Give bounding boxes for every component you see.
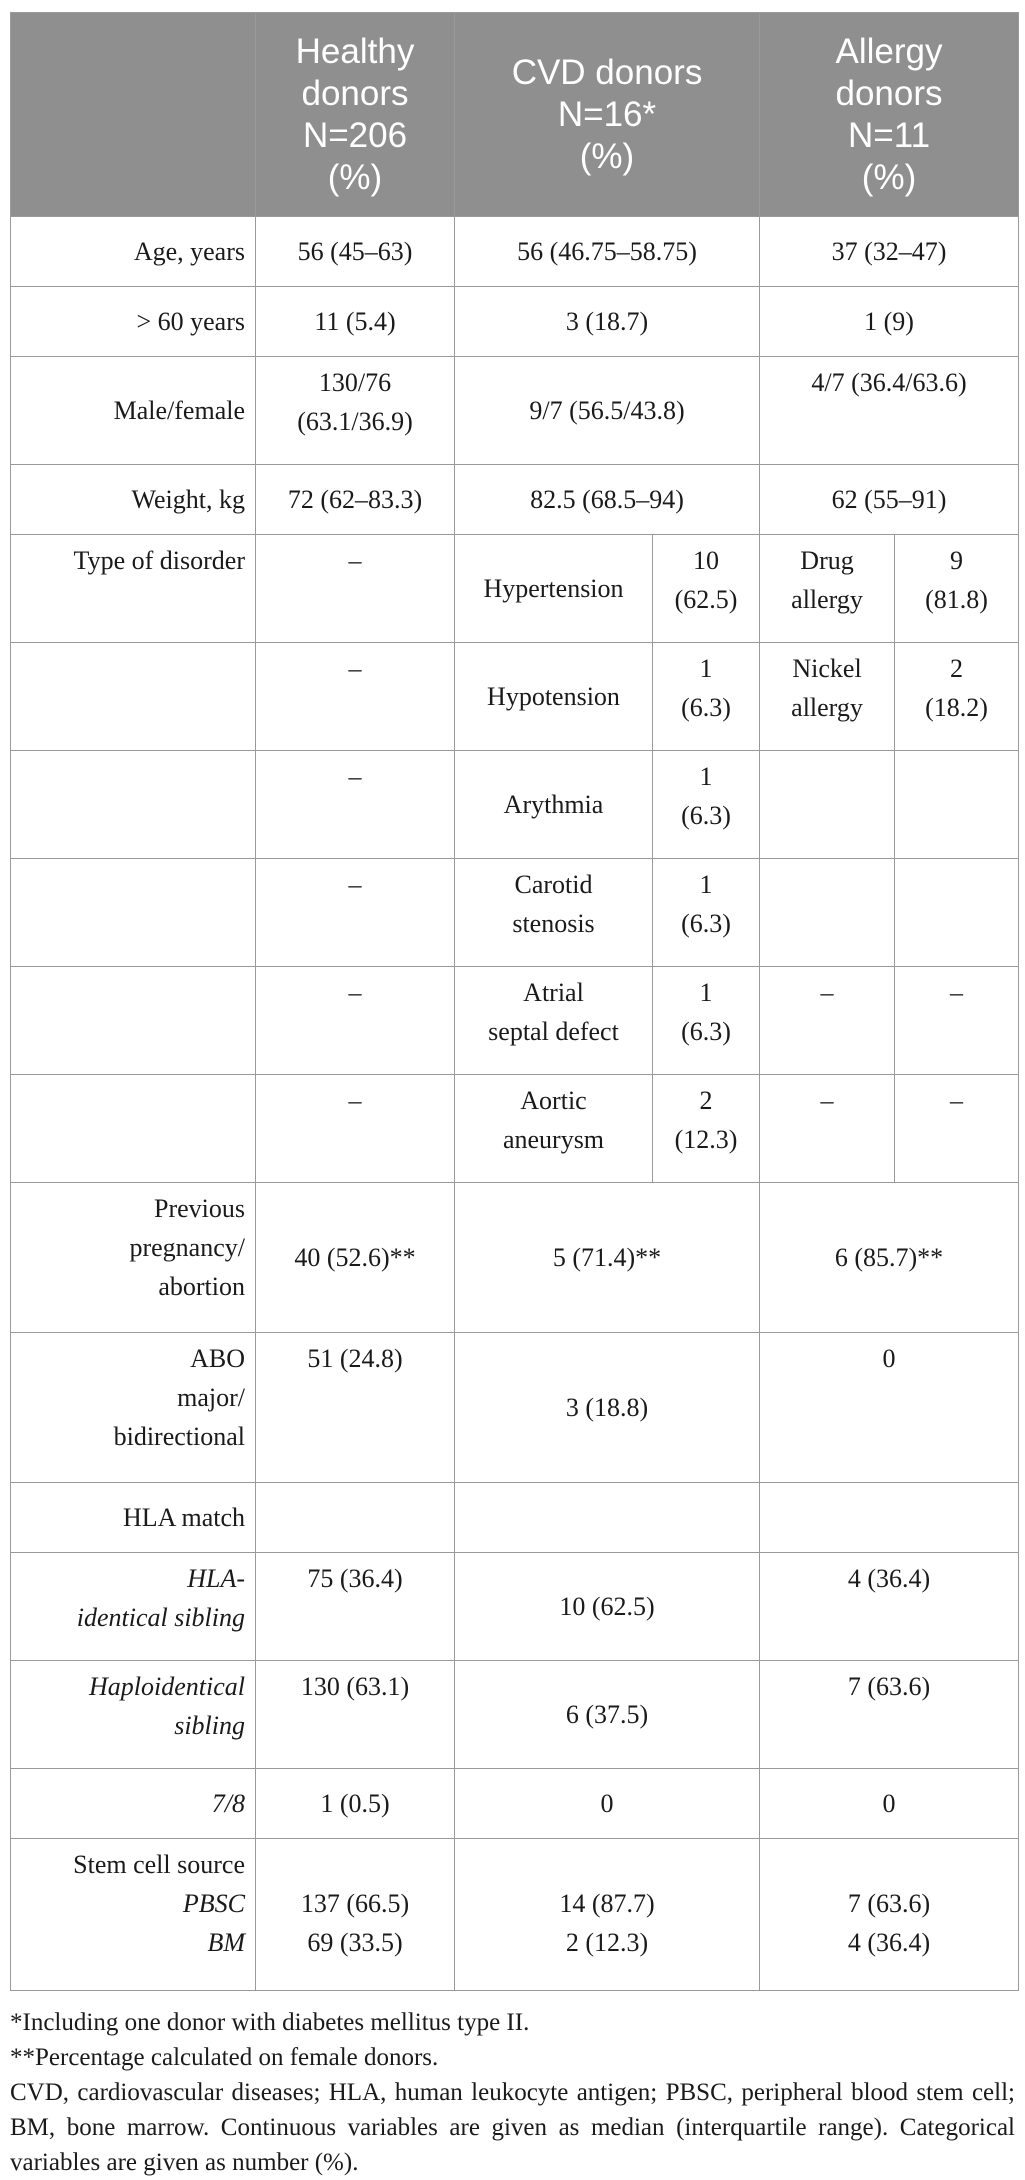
cell-allergy-value [895, 859, 1019, 967]
row-stem-cell-source [11, 1839, 1019, 1991]
cell-healthy: 11 (5.4) [256, 287, 455, 357]
row-haploidentical-sibling [11, 1661, 1019, 1769]
header-blank [11, 13, 256, 217]
header-cvd: CVD donors N=16* (%) [455, 13, 760, 217]
cell-cvd: 10 (62.5) [455, 1553, 760, 1661]
cell-cvd: 6 (37.5) [455, 1661, 760, 1769]
cell-allergy [760, 1483, 1019, 1553]
row-hla-identical-sibling [11, 1553, 1019, 1661]
cell-cvd: 5 (71.4)** [455, 1183, 760, 1333]
cell-healthy: 75 (36.4) [256, 1553, 455, 1661]
cell-healthy: – [256, 1075, 455, 1183]
row-label [11, 967, 256, 1075]
cell-healthy: – [256, 643, 455, 751]
cell-allergy: 4 (36.4) [760, 1553, 1019, 1661]
cell-healthy [256, 1483, 455, 1553]
cell-healthy: – [256, 751, 455, 859]
cell-cvd-disorder: Arythmia [455, 751, 653, 859]
row-label: ABO major/ bidirectional [11, 1333, 256, 1483]
cell-cvd: 3 (18.8) [455, 1333, 760, 1483]
cell-cvd-value: 1 (6.3) [653, 643, 760, 751]
row-label: Age, years [11, 217, 256, 287]
cell-allergy: 1 (9) [760, 287, 1019, 357]
cell-allergy: 7 (63.6) [760, 1661, 1019, 1769]
cell-cvd: 0 [455, 1769, 760, 1839]
cell-cvd-disorder: Aortic aneurysm [455, 1075, 653, 1183]
row-label: HLA match [11, 1483, 256, 1553]
cell-allergy: 0 [760, 1333, 1019, 1483]
cell-allergy: 4/7 (36.4/63.6) [760, 357, 1019, 465]
row-label [11, 643, 256, 751]
cell-healthy: – [256, 859, 455, 967]
row-label: 7/8 [11, 1769, 256, 1839]
cell-cvd: 82.5 (68.5–94) [455, 465, 760, 535]
cell-cvd-value: 2 (12.3) [653, 1075, 760, 1183]
cell-cvd: 3 (18.7) [455, 287, 760, 357]
row-age [11, 217, 1019, 287]
table-footnotes [10, 2005, 1015, 2180]
cell-healthy: 1 (0.5) [256, 1769, 455, 1839]
cell-allergy-disorder: – [760, 967, 895, 1075]
cell-healthy: 130 (63.1) [256, 1661, 455, 1769]
row-label: Type of disorder [11, 535, 256, 643]
cell-cvd-value: 1 (6.3) [653, 751, 760, 859]
cell-allergy: 0 [760, 1769, 1019, 1839]
header-row [11, 13, 1019, 217]
cell-cvd: 9/7 (56.5/43.8) [455, 357, 760, 465]
cell-cvd: 14 (87.7) 2 (12.3) [455, 1839, 760, 1991]
row-weight [11, 465, 1019, 535]
footnote-1: *Including one donor with diabetes mellitus type II. [10, 2009, 530, 2036]
cell-allergy-disorder: Nickel allergy [760, 643, 895, 751]
cell-healthy: 51 (24.8) [256, 1333, 455, 1483]
cell-allergy: 37 (32–47) [760, 217, 1019, 287]
row-over-60 [11, 287, 1019, 357]
row-disorder-1 [11, 535, 1019, 643]
cell-allergy-value: 2 (18.2) [895, 643, 1019, 751]
cell-allergy-disorder: Drug allergy [760, 535, 895, 643]
cell-allergy-value: – [895, 1075, 1019, 1183]
cell-allergy-value: 9 (81.8) [895, 535, 1019, 643]
cell-cvd-disorder: Hypotension [455, 643, 653, 751]
cell-allergy-disorder: – [760, 1075, 895, 1183]
row-disorder-2 [11, 643, 1019, 751]
row-label: HLA- identical sibling [11, 1553, 256, 1661]
cell-healthy: 137 (66.5) 69 (33.5) [256, 1839, 455, 1991]
cell-healthy: – [256, 535, 455, 643]
row-pregnancy [11, 1183, 1019, 1333]
row-label: Previous pregnancy/ abortion [11, 1183, 256, 1333]
cell-cvd-disorder: Hypertension [455, 535, 653, 643]
row-label: > 60 years [11, 287, 256, 357]
cell-allergy: 62 (55–91) [760, 465, 1019, 535]
cell-healthy: 72 (62–83.3) [256, 465, 455, 535]
cell-allergy-value: – [895, 967, 1019, 1075]
row-seven-eighths [11, 1769, 1019, 1839]
row-disorder-5 [11, 967, 1019, 1075]
cell-healthy: 40 (52.6)** [256, 1183, 455, 1333]
cell-healthy: – [256, 967, 455, 1075]
cell-allergy: 7 (63.6) 4 (36.4) [760, 1839, 1019, 1991]
row-disorder-3 [11, 751, 1019, 859]
row-disorder-4 [11, 859, 1019, 967]
document [10, 0, 1025, 2180]
cell-cvd: 56 (46.75–58.75) [455, 217, 760, 287]
cell-cvd-disorder: Atrial septal defect [455, 967, 653, 1075]
cell-cvd-value: 1 (6.3) [653, 967, 760, 1075]
row-label [11, 1075, 256, 1183]
cell-cvd-disorder: Carotid stenosis [455, 859, 653, 967]
row-label: Male/female [11, 357, 256, 465]
row-sex [11, 357, 1019, 465]
cell-healthy: 56 (45–63) [256, 217, 455, 287]
cell-cvd-value: 10 (62.5) [653, 535, 760, 643]
cell-allergy-disorder [760, 859, 895, 967]
header-healthy: Healthy donors N=206 (%) [256, 13, 455, 217]
row-label: Weight, kg [11, 465, 256, 535]
header-allergy: Allergy donors N=11 (%) [760, 13, 1019, 217]
donor-characteristics-table [10, 12, 1019, 1991]
footnote-2: **Percentage calculated on female donors. [10, 2044, 439, 2071]
row-disorder-6 [11, 1075, 1019, 1183]
row-label: Haploidentical sibling [11, 1661, 256, 1769]
cell-allergy-disorder [760, 751, 895, 859]
cell-healthy: 130/76 (63.1/36.9) [256, 357, 455, 465]
row-label: Stem cell source PBSC BM [11, 1839, 256, 1991]
row-abo [11, 1333, 1019, 1483]
row-label [11, 859, 256, 967]
row-label [11, 751, 256, 859]
cell-allergy: 6 (85.7)** [760, 1183, 1019, 1333]
cell-cvd [455, 1483, 760, 1553]
cell-cvd-value: 1 (6.3) [653, 859, 760, 967]
cell-allergy-value [895, 751, 1019, 859]
footnote-abbreviations: CVD, cardiovascular diseases; HLA, human leukocyte antigen; PBSC, peripheral blood stem cell; BM, bone marrow. Continuous variables are given as median (interquartile range). Categorical variables are given as number (%). [10, 2079, 1015, 2176]
row-hla-match [11, 1483, 1019, 1553]
